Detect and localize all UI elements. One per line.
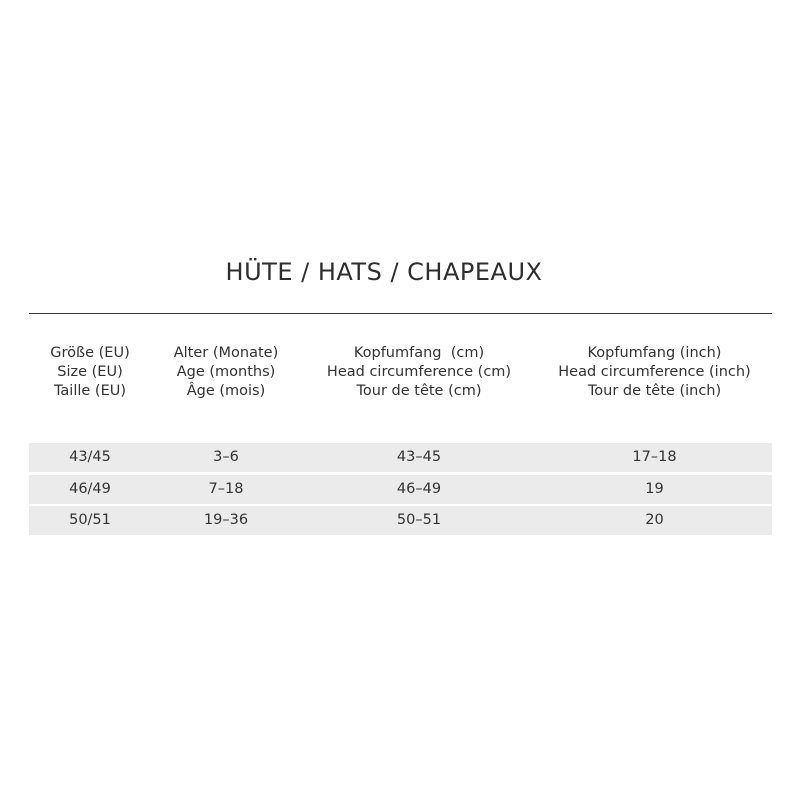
header-head-cm-en: Head circumference (cm) [326, 364, 512, 380]
header-size-fr: Taille (EU) [53, 383, 127, 399]
table-row [29, 506, 772, 535]
header-age-en: Age (months) [176, 364, 276, 380]
cell-head-inch: 17–18 [632, 449, 677, 465]
header-head-cm [301, 344, 537, 401]
page-title: HÜTE / HATS / CHAPEAUX [225, 258, 543, 286]
title-divider [29, 313, 772, 314]
header-head-cm-fr: Tour de tête (cm) [356, 383, 482, 399]
header-size-de: Größe (EU) [50, 345, 130, 361]
cell-age: 7–18 [208, 481, 244, 497]
header-head-inch [537, 344, 772, 401]
header-head-inch-de: Kopfumfang (inch) [587, 345, 722, 361]
header-age [151, 344, 301, 401]
cell-size: 50/51 [69, 512, 111, 528]
table-row [29, 443, 772, 472]
table-row [29, 475, 772, 504]
cell-head-cm: 50–51 [396, 512, 442, 528]
cell-age: 19–36 [203, 512, 249, 528]
cell-age: 3–6 [213, 449, 239, 465]
cell-head-inch: 19 [645, 481, 664, 497]
header-head-inch-fr: Tour de tête (inch) [587, 383, 722, 399]
header-size [29, 344, 151, 401]
header-size-en: Size (EU) [57, 364, 123, 380]
cell-size: 43/45 [69, 449, 111, 465]
cell-head-cm: 43–45 [396, 449, 442, 465]
cell-size: 46/49 [69, 481, 111, 497]
header-age-de: Alter (Monate) [173, 345, 279, 361]
header-head-inch-en: Head circumference (inch) [558, 364, 751, 380]
header-head-cm-de: Kopfumfang (cm) [353, 345, 485, 361]
table-header [29, 344, 772, 404]
cell-head-cm: 46–49 [396, 481, 442, 497]
cell-head-inch: 20 [645, 512, 664, 528]
header-age-fr: Âge (mois) [186, 383, 266, 399]
